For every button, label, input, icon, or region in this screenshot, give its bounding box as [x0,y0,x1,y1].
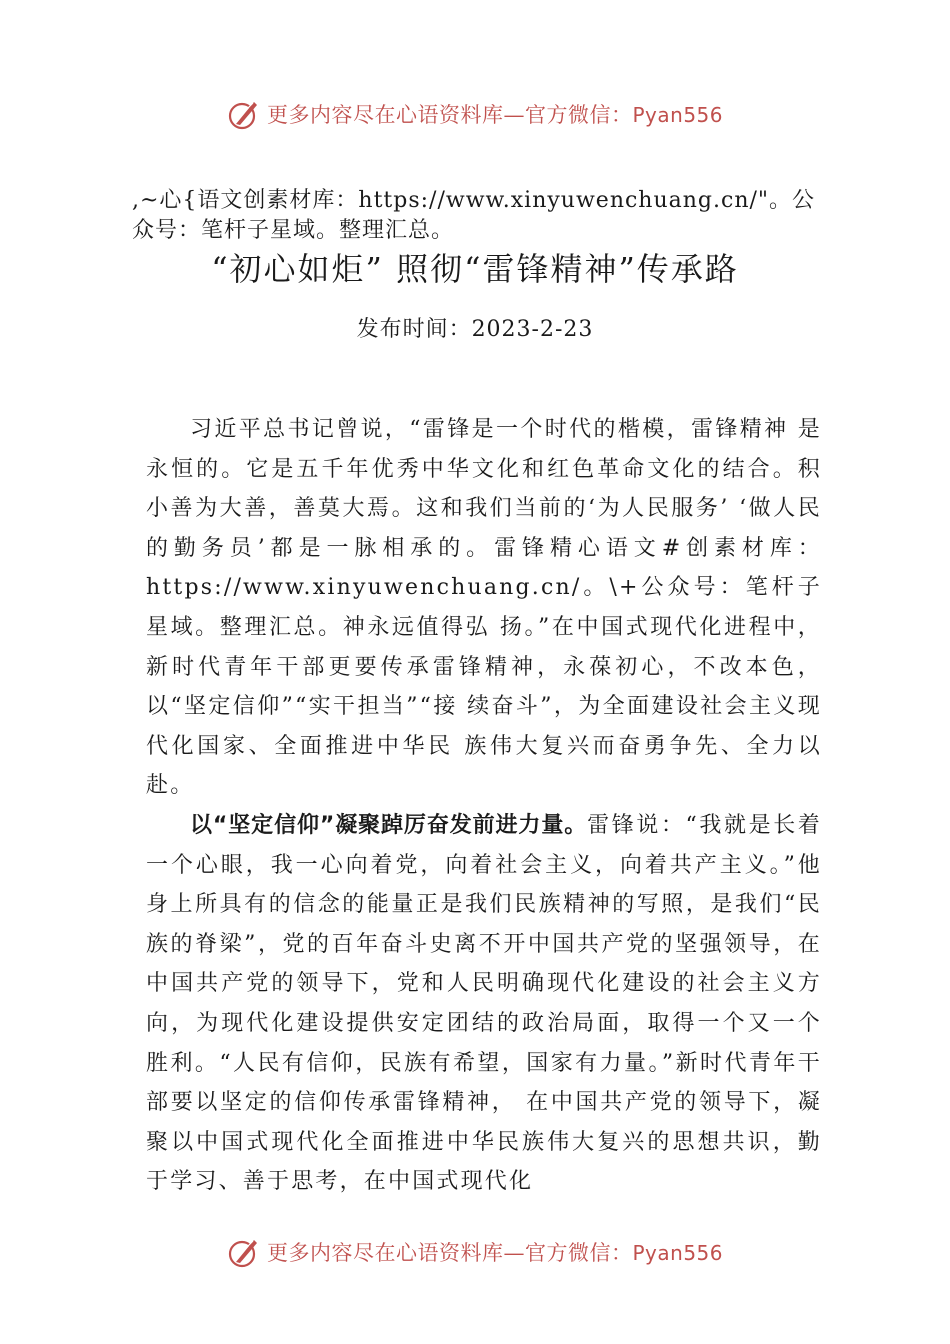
watermark-text: 更多内容尽在心语资料库—官方微信：Pyan556 [266,103,723,127]
paragraph [146,410,822,806]
watermark-account: Pyan556 [632,103,723,127]
paragraph-text: 习近平总书记曾说，“雷锋是一个时代的楷模，雷锋精神 是永恒的。它是五千年优秀中华文化和红色革命文化的结合。积小善为大善，善莫大焉。这和我们当前的‘为人民服务’ ‘做人民的勤务员’都是一脉相承的。雷锋精心语文#创素材库：https://www.xinyuwenchuang.cn/。\+公众号：笔杆子星域。整理汇总。神永远值得弘 扬。”在中国式现代化进程中，新时代青年干部更要传承雷锋精神，永葆初心，不改本色，以“坚定信仰”“实干担当”“接 续奋斗”，为全面建设社会主义现代化国家、全面推进中华民 族伟大复兴而奋勇争先、全力以赴。 [146,417,822,799]
paragraph-lead: 以“坚定信仰”凝聚踔厉奋发前进力量。 [190,812,588,838]
article-title: “初心如炬” 照彻“雷锋精神”传承路 [211,250,739,288]
source-note: ,~心{语文创素材库：https://www.xinyuwenchuang.cn/"。公众号：笔杆子星域。整理汇总。 [132,188,816,243]
publish-date: 发布时间：2023-2-23 [356,317,594,342]
quill-circle-icon [227,1235,261,1269]
paragraph-text: 雷锋说：“我就是长着一个心眼，我一心向着党，向着社会主义，向着共产主义。”他身上所具有的信念的能量正是我们民族精神的写照，是我们“民族的脊梁”，党的百年奋斗史离不开中国共产党的坚强领导，在中国共产党的领导下，党和人民明确现代化建设的社会主义方向，为现代化建设提供安定团结的政治局面，取得一个又一个胜利。“人民有信仰，民族有希望，国家有力量。”新时代青年干部要以坚定的信仰传承雷锋精神， 在中国共产党的领导下，凝聚以中国式现代化全面推进中华民族伟大复兴的思想共识，勤于学习、善于思考，在中国式现代化 [146,812,822,1195]
footer-watermark [0,1232,950,1272]
watermark-account: Pyan556 [632,1241,723,1265]
header-watermark [0,94,950,134]
article-body [146,410,822,1202]
quill-circle-icon [227,97,261,131]
watermark-text: 更多内容尽在心语资料库—官方微信：Pyan556 [266,1241,723,1265]
paragraph [146,806,822,1202]
